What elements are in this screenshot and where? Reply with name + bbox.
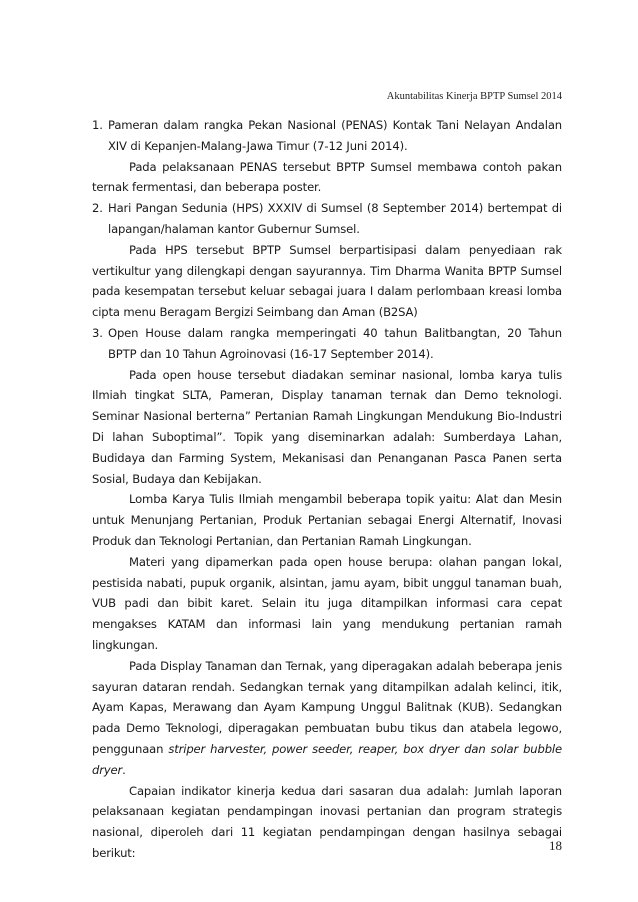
list-item-text: Pameran dalam rangka Pekan Nasional (PENAS) Kontak Tani Nelayan Andalan XIV di Kepanjen-Malang-Jawa Timur (7-12 Juni 2014). <box>108 118 562 153</box>
list-number: 1. <box>92 118 103 132</box>
list-number: 2. <box>92 201 103 216</box>
closing-paragraph: Capaian indikator kinerja kedua dari sasaran dua adalah: Jumlah laporan pelaksanaan kegiatan pendampingan inovasi pertanian dan program strategis nasional, diperoleh dari 11 kegiatan pendampingan dengan hasilnya sebagai berikut: <box>92 783 562 860</box>
display-end: . <box>122 762 126 777</box>
paragraph: Pada HPS tersebut BPTP Sumsel berpartisipasi dalam penyediaan rak vertikultur yang dilengkapi dengan sayurannya. Tim Dharma Wanita BPTP Sumsel pada kesempatan tersebut keluar sebagai juara I dalam perlombaan kreasi lomba cipta menu Beragam Bergizi Seimbang dan Aman (B2SA) <box>92 242 562 320</box>
paragraph: Lomba Karya Tulis Ilmiah mengambil beberapa topik yaitu: Alat dan Mesin untuk Menunjang Pertanian, Produk Pertanian sebagai Energi Alternatif, Inovasi Produk dan Teknologi Pertanian, dan Pertanian Ramah Lingkungan. <box>92 492 562 548</box>
list-number: 3. <box>92 325 103 340</box>
paragraph: Pada open house tersebut diadakan seminar nasional, lomba karya tulis Ilmiah tingkat SLTA, Pameran, Display tanaman ternak dan Demo teknologi. Seminar Nasional berterna” Pertanian Ramah Lingkungan Mendukung Bio-Industri Di lahan Suboptimal”. Topik yang diseminarkan adalah: Sumberdaya Lahan, Budidaya dan Farming System, Mekanisasi dan Penanganan Pasca Panen serta Sosial, Budaya dan Kebijakan. <box>92 367 562 486</box>
body-content <box>92 115 562 864</box>
list-item <box>92 115 562 157</box>
list-item-text: Open House dalam rangka memperingati 40 tahun Balitbangtan, 20 Tahun BPTP dan 10 Tahun Agroinovasi (16-17 September 2014). <box>108 325 562 361</box>
equipment-list-italic: striper harvester, power seeder, reaper, box dryer dan solar bubble dryer <box>92 741 562 777</box>
display-paragraph <box>92 656 562 781</box>
paragraph: Pada pelaksanaan PENAS tersebut BPTP Sumsel membawa contoh pakan ternak fermentasi, dan beberapa poster. <box>92 159 562 195</box>
display-text: Pada Display Tanaman dan Ternak, yang diperagakan adalah beberapa jenis sayuran dataran rendah. Sedangkan ternak yang ditampilkan adalah kelinci, itik, Ayam Kapas, Merawang dan Ayam Kampung Unggul Balitnak (KUB). Sedangkan pada Demo Teknologi, diperagakan pembuatan bubu tikus dan atabela legowo, penggunaan <box>92 658 562 756</box>
running-header: Akuntabilitas Kinerja BPTP Sumsel 2014 <box>386 91 562 102</box>
list-item <box>92 323 562 365</box>
paragraph: Materi yang dipamerkan pada open house berupa: olahan pangan lokal, pestisida nabati, pupuk organik, alsintan, jamu ayam, bibit unggul tanaman buah, VUB padi dan bibit karet. Selain itu juga ditampilkan informasi cara cepat mengakses KATAM dan informasi lain yang mendukung pertanian ramah lingkungan. <box>92 554 562 652</box>
list-item-text: Hari Pangan Sedunia (HPS) XXXIV di Sumsel (8 September 2014) bertempat di lapangan/halaman kantor Gubernur Sumsel. <box>108 201 562 236</box>
list-item <box>92 198 562 240</box>
page-number: 18 <box>549 838 562 853</box>
